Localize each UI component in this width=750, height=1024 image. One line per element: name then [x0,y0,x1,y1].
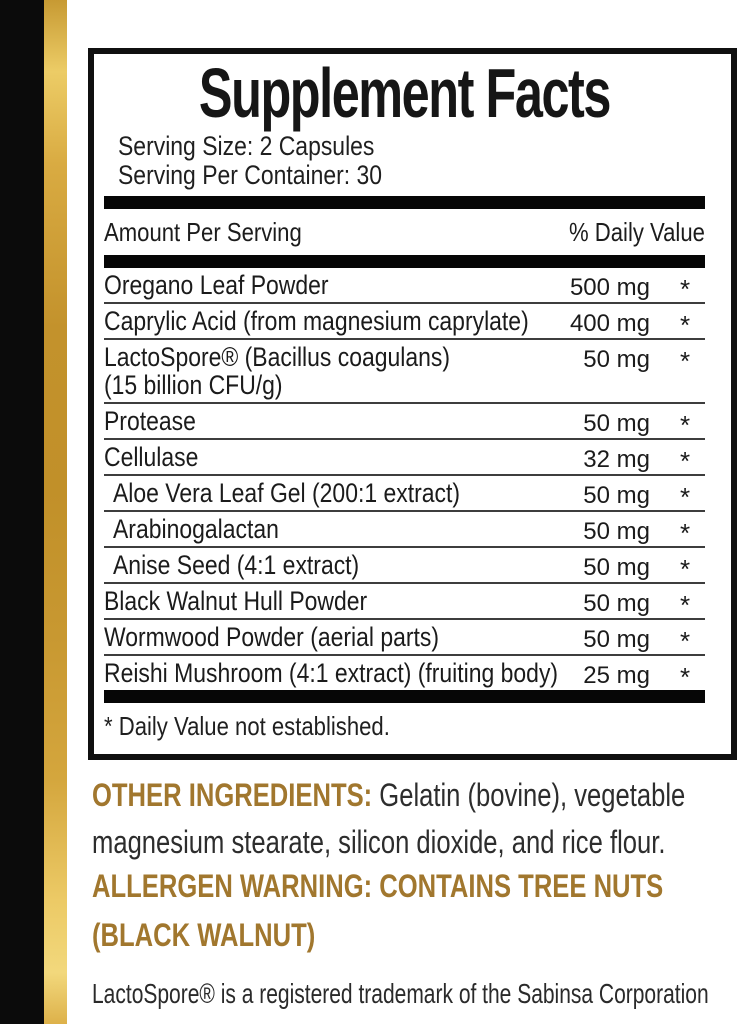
left-gold-stripe [44,0,67,1024]
ingredient-row [104,338,705,402]
ingredient-amount: 50 mg [583,346,650,373]
ingredient-amount: 25 mg [583,662,650,689]
supplement-facts-panel [88,48,737,760]
ingredient-name: Oregano Leaf Powder [104,270,329,300]
ingredient-dv: * [679,346,691,376]
daily-value-footnote-text: * Daily Value not established. [104,711,390,741]
ingredient-name: Anise Seed (4:1 extract) [113,550,360,580]
ingredient-dv: * [679,626,691,656]
ingredient-name-line2: (15 billion CFU/g) [104,370,283,400]
ingredient-amount: 50 mg [583,518,650,545]
daily-value-footnote [104,711,705,742]
ingredient-dv: * [679,662,691,692]
ingredient-amount: 50 mg [583,482,650,509]
panel-title-wrap [104,54,705,132]
ingredient-name: Protease [104,406,196,436]
left-black-stripe [0,0,44,1024]
other-ingredients-label: OTHER INGREDIENTS: [92,777,373,813]
ingredient-name: Caprylic Acid (from magnesium caprylate) [104,306,529,336]
servings-per-container: Serving Per Container: 30 [118,160,383,190]
ingredient-dv: * [679,410,691,440]
ingredient-name [104,343,450,399]
ingredient-rows [104,268,705,690]
ingredient-row [104,582,705,618]
trademark-note-section [92,978,750,1010]
ingredient-row [104,402,705,438]
ingredient-name: Wormwood Powder (aerial parts) [104,622,440,652]
ingredient-amount: 400 mg [569,310,650,337]
thick-divider-bottom [104,690,705,703]
ingredient-row [104,546,705,582]
other-ingredients-text [92,772,750,866]
ingredient-dv: * [679,518,691,548]
ingredient-amount: 50 mg [583,626,650,653]
serving-size: Serving Size: 2 Capsules [118,131,375,161]
ingredient-row [104,302,705,338]
thick-divider-top [104,196,705,209]
ingredient-dv: * [679,274,691,304]
ingredient-dv: * [679,446,691,476]
daily-value-header: % Daily Value [569,216,705,247]
ingredient-row [104,510,705,546]
ingredient-name: Aloe Vera Leaf Gel (200:1 extract) [113,478,460,508]
ingredient-name: Black Walnut Hull Powder [104,586,368,616]
thick-divider-header [104,255,705,268]
ingredient-dv: * [679,482,691,512]
ingredient-row [104,474,705,510]
ingredient-dv: * [679,590,691,620]
serving-info [118,132,705,190]
ingredient-amount: 50 mg [583,590,650,617]
ingredient-amount: 50 mg [583,554,650,581]
ingredient-row [104,268,705,302]
ingredient-dv: * [679,554,691,584]
ingredient-name: Cellulase [104,442,199,472]
ingredient-row [104,654,705,690]
allergen-warning-text: ALLERGEN WARNING: CONTAINS TREE NUTS (BLACK WALNUT) [92,868,664,953]
ingredient-name-line1: LactoSpore® (Bacillus coagulans) [104,342,451,372]
amount-per-serving-header: Amount Per Serving [104,216,302,247]
allergen-warning-section [92,862,750,960]
panel-title: Supplement Facts [198,54,611,132]
ingredient-row [104,438,705,474]
ingredient-row [104,618,705,654]
ingredient-amount: 50 mg [583,410,650,437]
ingredient-name: Arabinogalactan [113,514,279,544]
other-ingredients-list: Gelatin (bovine), vegetable magnesium stearate, silicon dioxide, and rice flour. [92,777,686,860]
ingredient-amount: 500 mg [569,274,650,301]
ingredient-name: Reishi Mushroom (4:1 extract) (fruiting body) [104,658,559,688]
ingredient-dv: * [679,310,691,340]
column-header-row [104,209,705,255]
trademark-note-text: LactoSpore® is a registered trademark of the Sabinsa Corporation [92,978,709,1009]
ingredient-amount: 32 mg [583,446,650,473]
other-ingredients-section [92,772,750,866]
